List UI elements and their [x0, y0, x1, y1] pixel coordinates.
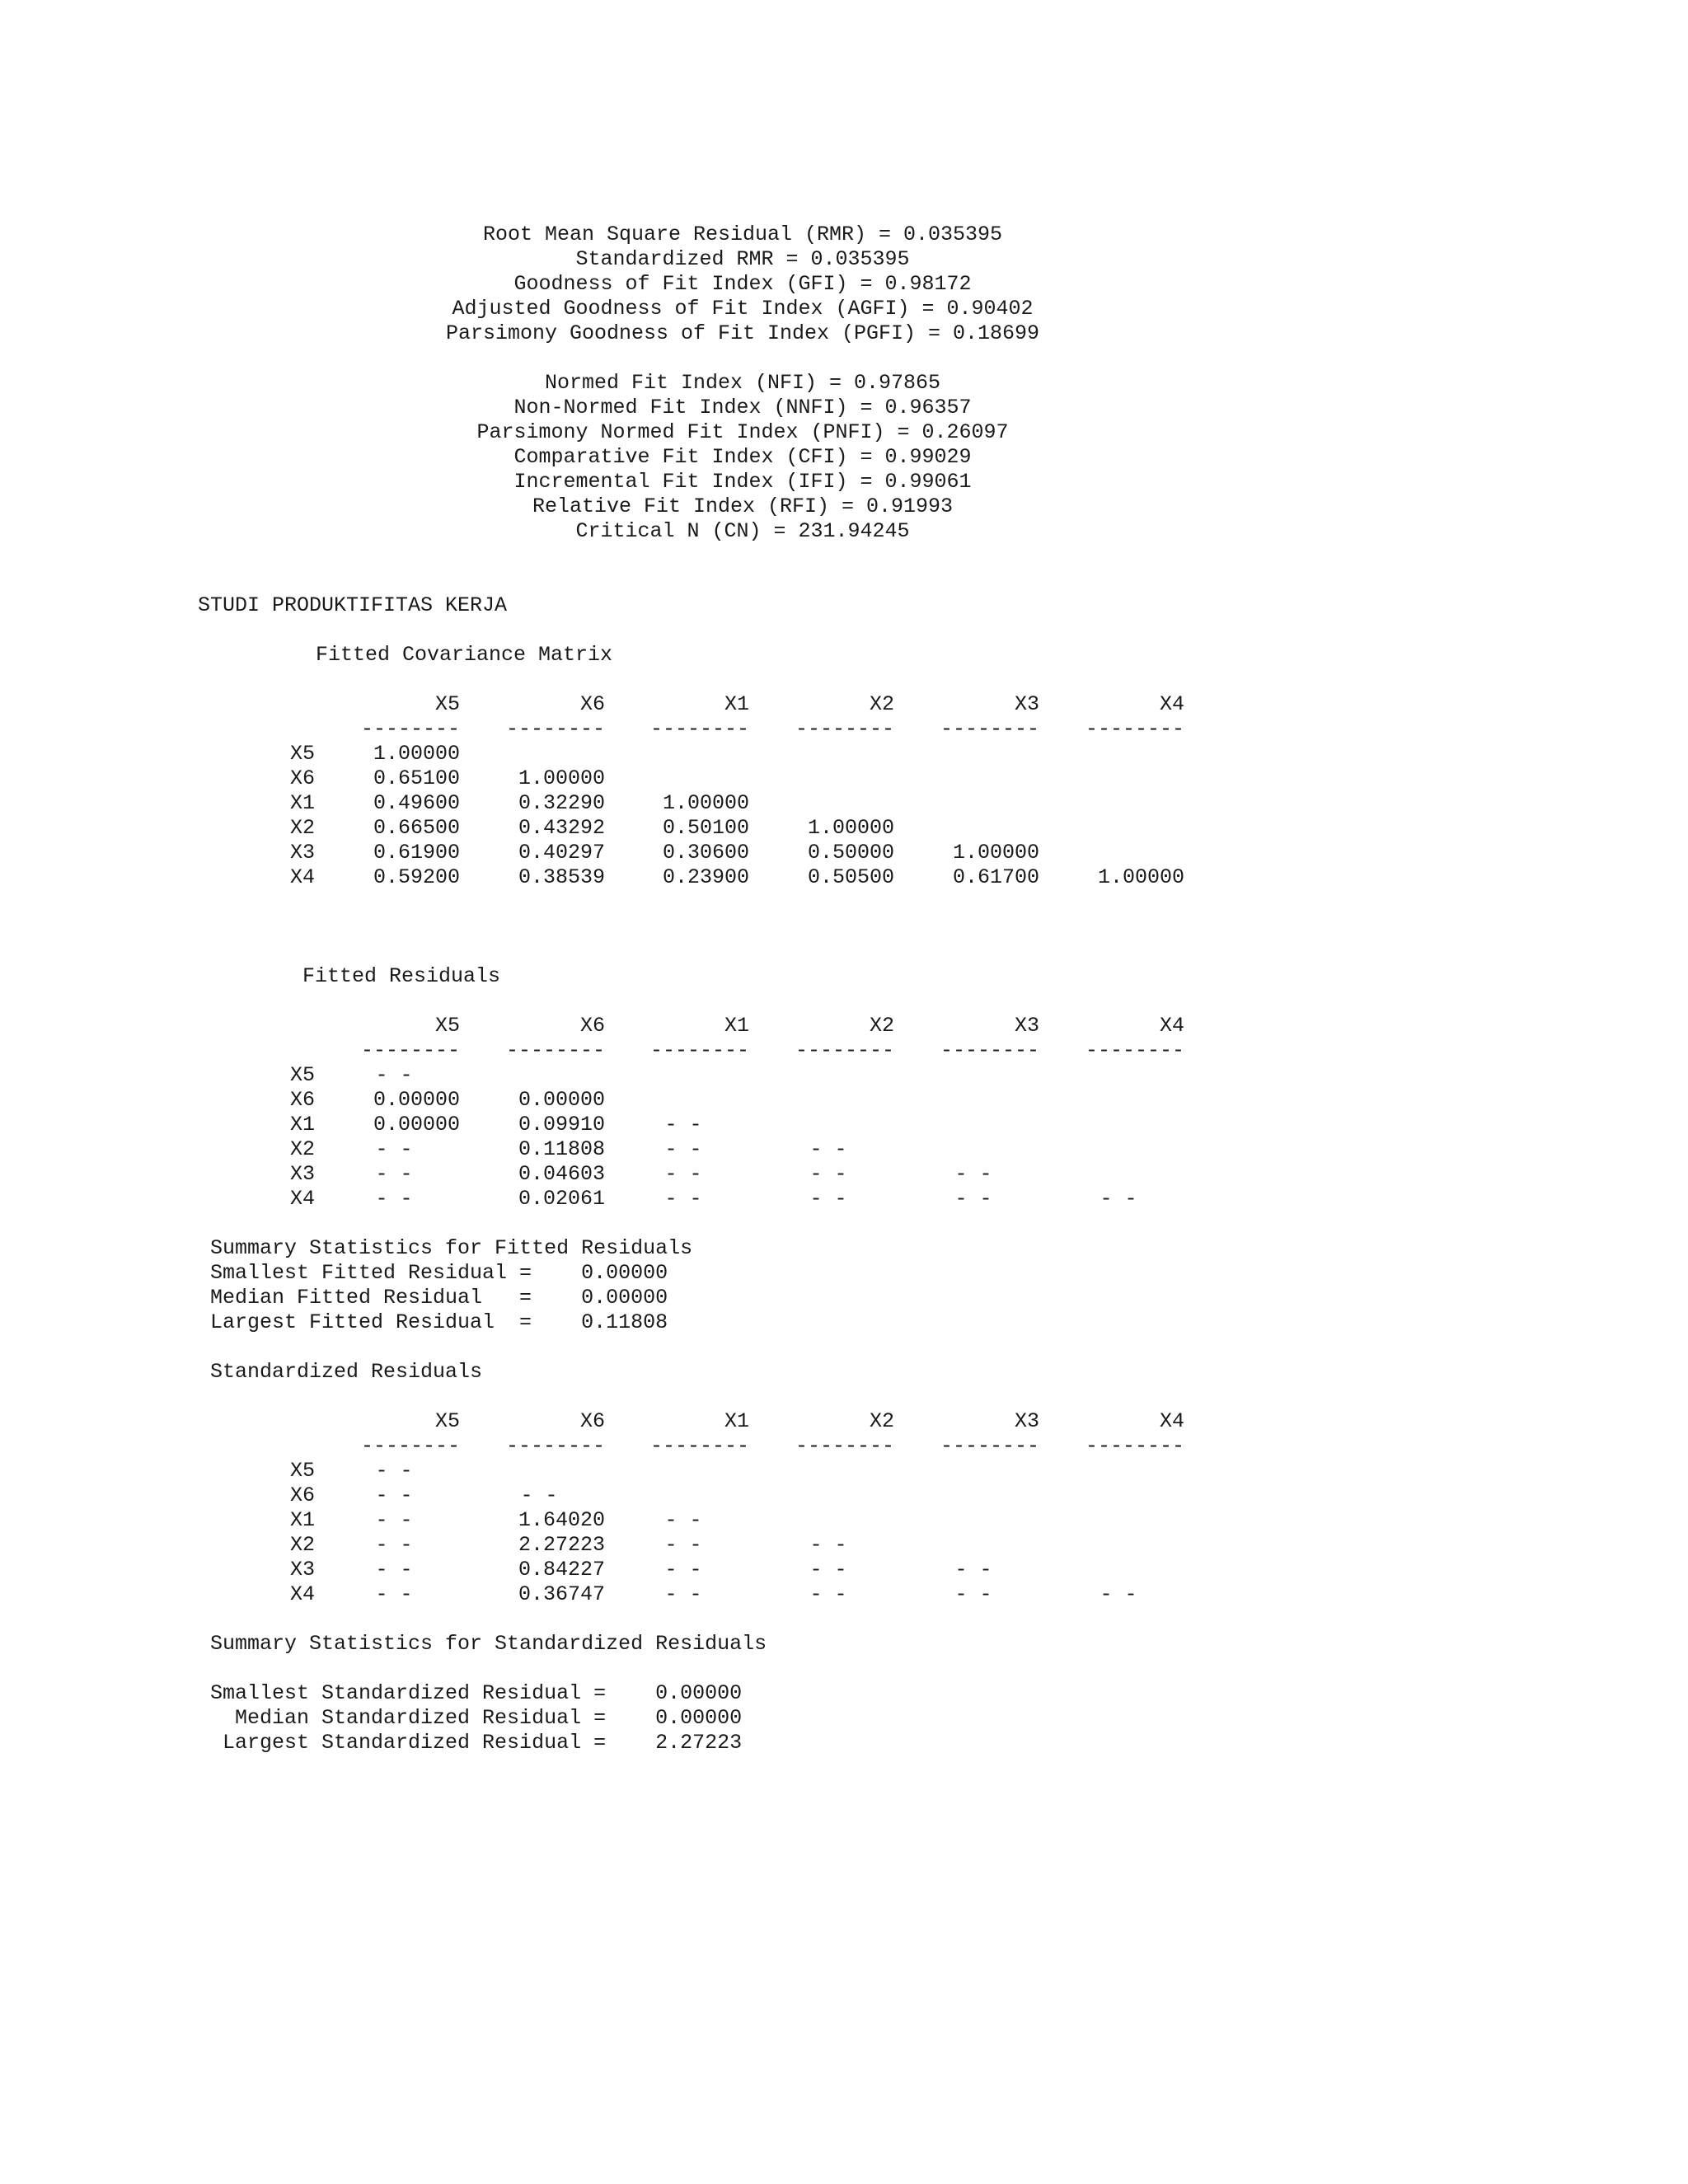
table-cell: - -	[954, 1187, 992, 1211]
table-cell: - -	[375, 1582, 413, 1606]
residual-summary-smallest: Smallest Fitted Residual = 0.00000	[210, 1261, 668, 1285]
table-cell: - -	[809, 1162, 847, 1186]
table-cell: 0.00000	[518, 1088, 605, 1112]
column-rule: --------	[1085, 1434, 1184, 1458]
fit-index-rfi: Relative Fit Index (RFI) = 0.91993	[532, 494, 954, 518]
table-cell: - -	[375, 1483, 413, 1507]
covariance-title: Fitted Covariance Matrix	[316, 643, 613, 667]
standardized-summary-smallest: Smallest Standardized Residual = 0.00000	[210, 1681, 743, 1705]
fit-index-rmr: Root Mean Square Residual (RMR) = 0.035395	[482, 223, 1003, 246]
column-header-x1: X1	[724, 1014, 749, 1038]
table-cell: 0.23900	[662, 865, 749, 889]
table-cell: 0.38539	[518, 865, 605, 889]
column-rule: --------	[360, 717, 460, 741]
column-header-x1: X1	[724, 1409, 749, 1433]
table-cell: - -	[664, 1533, 702, 1557]
table-cell: - -	[954, 1162, 992, 1186]
table-cell: - -	[809, 1558, 847, 1582]
table-cell: - -	[954, 1558, 992, 1582]
row-label-x1: X1	[290, 1508, 316, 1532]
row-label-x6: X6	[290, 766, 316, 790]
fit-index-pnfi: Parsimony Normed Fit Index (PNFI) = 0.26097	[476, 420, 1009, 444]
column-header-x2: X2	[869, 1014, 894, 1038]
row-label-x2: X2	[290, 816, 316, 840]
column-header-x3: X3	[1014, 1014, 1039, 1038]
table-cell: 0.84227	[518, 1558, 605, 1582]
column-rule: --------	[649, 1038, 749, 1062]
column-rule: --------	[505, 717, 605, 741]
table-cell: 0.04603	[518, 1162, 605, 1186]
row-label-x3: X3	[290, 841, 316, 865]
row-label-x2: X2	[290, 1533, 316, 1557]
column-rule: --------	[360, 1434, 460, 1458]
table-cell: 0.11808	[518, 1137, 605, 1161]
column-rule: --------	[940, 1434, 1039, 1458]
table-cell: 0.61900	[373, 841, 460, 865]
row-label-x1: X1	[290, 1113, 316, 1137]
table-cell: 1.00000	[807, 816, 894, 840]
fit-index-srmr: Standardized RMR = 0.035395	[575, 247, 910, 271]
column-header-x4: X4	[1159, 1409, 1184, 1433]
table-cell: - -	[375, 1533, 413, 1557]
table-cell: - -	[809, 1137, 847, 1161]
residual-summary-median: Median Fitted Residual = 0.00000	[210, 1286, 668, 1310]
column-header-x4: X4	[1159, 692, 1184, 716]
fit-index-pgfi: Parsimony Goodness of Fit Index (PGFI) = 0.18699	[445, 321, 1040, 345]
column-rule: --------	[940, 1038, 1039, 1062]
column-rule: --------	[649, 717, 749, 741]
fit-index-agfi: Adjusted Goodness of Fit Index (AGFI) = 0.90402	[452, 297, 1034, 321]
row-label-x4: X4	[290, 1187, 316, 1211]
table-cell: - -	[664, 1137, 702, 1161]
column-header-x6: X6	[579, 1409, 605, 1433]
column-rule: --------	[1085, 717, 1184, 741]
table-cell: 1.64020	[518, 1508, 605, 1532]
standardized-summary-largest: Largest Standardized Residual = 2.27223	[210, 1731, 743, 1755]
column-header-x1: X1	[724, 692, 749, 716]
row-label-x3: X3	[290, 1162, 316, 1186]
column-rule: --------	[649, 1434, 749, 1458]
table-cell: - -	[664, 1508, 702, 1532]
fit-index-cn: Critical N (CN) = 231.94245	[575, 519, 910, 543]
table-cell: - -	[1100, 1187, 1137, 1211]
row-label-x6: X6	[290, 1483, 316, 1507]
fit-index-nnfi: Non-Normed Fit Index (NNFI) = 0.96357	[513, 396, 972, 419]
row-label-x5: X5	[290, 742, 316, 766]
table-cell: 1.00000	[1097, 865, 1184, 889]
table-cell: 2.27223	[518, 1533, 605, 1557]
row-label-x6: X6	[290, 1088, 316, 1112]
table-cell: - -	[809, 1582, 847, 1606]
column-header-x5: X5	[434, 1014, 460, 1038]
column-rule: --------	[795, 1434, 894, 1458]
table-cell: 0.02061	[518, 1187, 605, 1211]
table-cell: 0.50000	[807, 841, 894, 865]
table-cell: 0.66500	[373, 816, 460, 840]
table-cell: - -	[664, 1113, 702, 1137]
column-header-x2: X2	[869, 1409, 894, 1433]
table-cell: - -	[1100, 1582, 1137, 1606]
table-cell: 0.59200	[373, 865, 460, 889]
table-cell: - -	[664, 1558, 702, 1582]
table-cell: - -	[375, 1187, 413, 1211]
table-cell: 1.00000	[518, 766, 605, 790]
table-cell: - -	[664, 1582, 702, 1606]
table-cell: - -	[664, 1187, 702, 1211]
table-cell: - -	[520, 1483, 558, 1507]
column-rule: --------	[505, 1038, 605, 1062]
row-label-x1: X1	[290, 791, 316, 815]
table-cell: 0.49600	[373, 791, 460, 815]
table-cell: 0.61700	[952, 865, 1039, 889]
standardized-summary-title: Summary Statistics for Standardized Residuals	[210, 1632, 767, 1656]
table-cell: - -	[375, 1162, 413, 1186]
table-cell: 1.00000	[952, 841, 1039, 865]
study-title: STUDI PRODUKTIFITAS KERJA	[198, 593, 508, 617]
row-label-x4: X4	[290, 865, 316, 889]
table-cell: - -	[375, 1137, 413, 1161]
table-cell: - -	[375, 1063, 413, 1087]
column-header-x3: X3	[1014, 692, 1039, 716]
column-rule: --------	[505, 1434, 605, 1458]
column-header-x5: X5	[434, 692, 460, 716]
fit-index-cfi: Comparative Fit Index (CFI) = 0.99029	[513, 445, 972, 469]
row-label-x3: X3	[290, 1558, 316, 1582]
table-cell: 1.00000	[373, 742, 460, 766]
table-cell: 0.50500	[807, 865, 894, 889]
residual-summary-largest: Largest Fitted Residual = 0.11808	[210, 1310, 668, 1334]
table-cell: 0.43292	[518, 816, 605, 840]
row-label-x4: X4	[290, 1582, 316, 1606]
column-header-x6: X6	[579, 692, 605, 716]
table-cell: - -	[664, 1162, 702, 1186]
table-cell: 1.00000	[662, 791, 749, 815]
table-cell: 0.65100	[373, 766, 460, 790]
row-label-x5: X5	[290, 1063, 316, 1087]
table-cell: - -	[809, 1533, 847, 1557]
row-label-x2: X2	[290, 1137, 316, 1161]
column-rule: --------	[1085, 1038, 1184, 1062]
table-cell: - -	[809, 1187, 847, 1211]
table-cell: 0.32290	[518, 791, 605, 815]
table-cell: - -	[375, 1508, 413, 1532]
fit-index-nfi: Normed Fit Index (NFI) = 0.97865	[544, 371, 941, 395]
residual-summary-title: Summary Statistics for Fitted Residuals	[210, 1236, 693, 1260]
column-header-x2: X2	[869, 692, 894, 716]
column-rule: --------	[940, 717, 1039, 741]
standardized-title: Standardized Residuals	[210, 1360, 483, 1384]
row-label-x5: X5	[290, 1459, 316, 1483]
table-cell: - -	[954, 1582, 992, 1606]
fit-index-gfi: Goodness of Fit Index (GFI) = 0.98172	[513, 272, 972, 296]
column-rule: --------	[795, 717, 894, 741]
column-rule: --------	[795, 1038, 894, 1062]
table-cell: 0.30600	[662, 841, 749, 865]
table-cell: - -	[375, 1558, 413, 1582]
column-header-x4: X4	[1159, 1014, 1184, 1038]
residuals-title: Fitted Residuals	[302, 964, 501, 988]
table-cell: 0.50100	[662, 816, 749, 840]
table-cell: 0.36747	[518, 1582, 605, 1606]
column-header-x5: X5	[434, 1409, 460, 1433]
fit-index-ifi: Incremental Fit Index (IFI) = 0.99061	[513, 470, 972, 494]
table-cell: 0.00000	[373, 1113, 460, 1137]
table-cell: 0.09910	[518, 1113, 605, 1137]
column-header-x3: X3	[1014, 1409, 1039, 1433]
table-cell: - -	[375, 1459, 413, 1483]
column-rule: --------	[360, 1038, 460, 1062]
table-cell: 0.40297	[518, 841, 605, 865]
standardized-summary-median: Median Standardized Residual = 0.00000	[210, 1706, 743, 1730]
column-header-x6: X6	[579, 1014, 605, 1038]
table-cell: 0.00000	[373, 1088, 460, 1112]
